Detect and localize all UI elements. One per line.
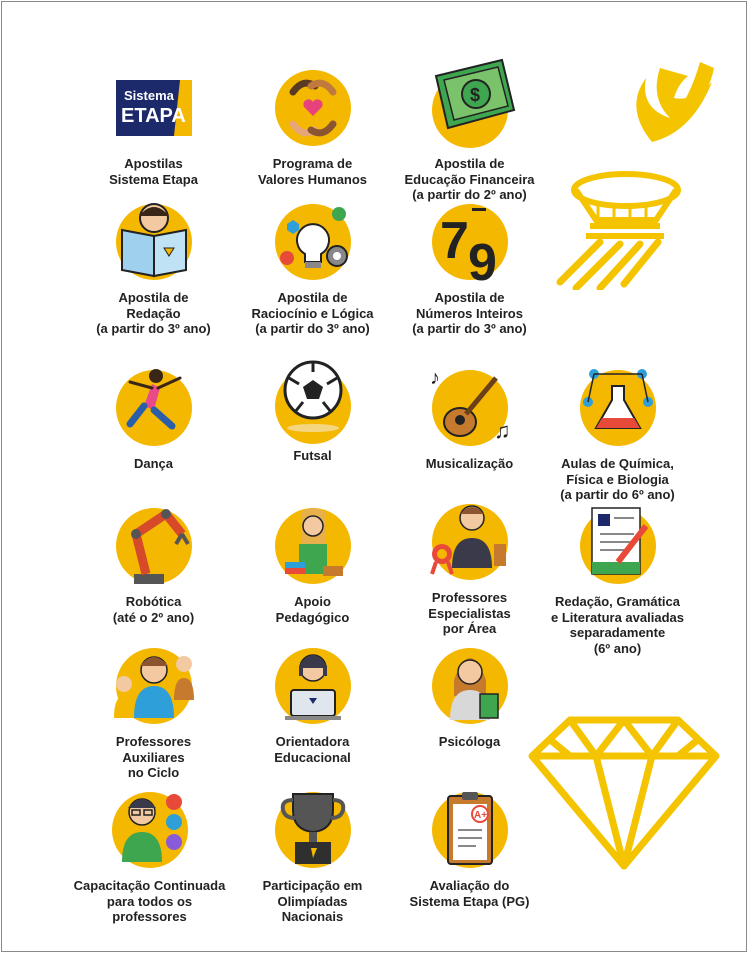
logo-line2: ETAPA bbox=[120, 105, 186, 127]
item-label: Apostila de Números Inteiros (a partir do 3º ano) bbox=[412, 290, 527, 336]
teacher-books-icon bbox=[253, 500, 373, 592]
item-label: Apoio Pedagógico bbox=[275, 594, 350, 625]
item-label: Musicalização bbox=[425, 456, 514, 471]
item-label: Participação em Olimpíadas Nacionais bbox=[262, 878, 363, 924]
item-label: Robótica (até o 2º ano) bbox=[112, 594, 195, 625]
item-label: Programa de Valores Humanos bbox=[257, 156, 368, 187]
robot-arm-icon bbox=[94, 500, 214, 592]
item-robotica bbox=[66, 500, 241, 625]
trophy-icon bbox=[253, 784, 373, 876]
item-educacao-financeira bbox=[382, 50, 557, 203]
soccer-ball-icon bbox=[253, 354, 373, 446]
item-numeros-inteiros bbox=[382, 196, 557, 337]
item-label: Apostila de Redação (a partir do 3º ano) bbox=[96, 290, 211, 336]
svg-text:♪: ♪ bbox=[429, 367, 440, 389]
item-redacao-gramatica-literatura bbox=[530, 500, 705, 656]
item-quimica-fisica-biologia bbox=[530, 362, 705, 503]
training-teacher-icon bbox=[90, 784, 210, 876]
item-label: Psicóloga bbox=[438, 734, 501, 749]
graded-test-icon bbox=[410, 784, 530, 876]
item-label: Orientadora Educacional bbox=[274, 734, 351, 765]
guitar-icon bbox=[410, 362, 530, 454]
svg-text:7: 7 bbox=[439, 212, 469, 270]
item-futsal bbox=[225, 354, 400, 464]
item-apoio-pedagogico bbox=[225, 500, 400, 625]
item-raciocinio-logica bbox=[225, 196, 400, 337]
item-capacitacao-continuada bbox=[62, 784, 237, 925]
psychologist-icon bbox=[410, 640, 530, 732]
reading-student-icon bbox=[94, 196, 214, 288]
hands-heart-icon bbox=[253, 62, 373, 154]
essay-pencil-icon bbox=[558, 500, 678, 592]
item-valores-humanos bbox=[225, 62, 400, 187]
item-label: Redação, Gramática e Literatura avaliadas separadamente (6º ano) bbox=[551, 594, 684, 656]
specialist-teacher-icon bbox=[410, 496, 530, 588]
item-professores-auxiliares bbox=[66, 640, 241, 781]
assistant-teachers-icon bbox=[94, 640, 214, 732]
money-bill-icon bbox=[410, 50, 530, 154]
dancer-icon bbox=[94, 362, 214, 454]
item-label: Aulas de Química, Física e Biologia (a partir do 6º ano) bbox=[560, 456, 675, 502]
flask-icon bbox=[558, 362, 678, 454]
item-orientadora-educacional bbox=[225, 640, 400, 765]
lightbulb-gear-icon bbox=[253, 196, 373, 288]
item-label: Dança bbox=[133, 456, 174, 471]
diamond-icon bbox=[526, 712, 722, 872]
counselor-laptop-icon bbox=[253, 640, 373, 732]
item-redacao bbox=[66, 196, 241, 337]
logo-line1: Sistema bbox=[123, 88, 174, 103]
svg-text:$: $ bbox=[469, 85, 480, 105]
svg-text:A+: A+ bbox=[473, 810, 487, 821]
sistema-etapa-logo bbox=[94, 62, 214, 154]
item-label: Avaliação do Sistema Etapa (PG) bbox=[409, 878, 530, 909]
item-label: Professores Especialistas por Área bbox=[428, 590, 511, 636]
svg-text:♫: ♫ bbox=[493, 418, 510, 443]
item-danca bbox=[66, 362, 241, 472]
item-label: Capacitação Continuada para todos os professores bbox=[73, 878, 226, 924]
item-apostilas-sistema-etapa bbox=[66, 62, 241, 187]
item-label: Apostila de Educação Financeira (a partir do 2º ano) bbox=[404, 156, 535, 202]
torch-icon bbox=[540, 58, 730, 290]
item-label: Futsal bbox=[293, 448, 332, 463]
item-label: Professores Auxiliares no Ciclo bbox=[115, 734, 192, 780]
item-label: Apostila de Raciocínio e Lógica (a partir do 3º ano) bbox=[251, 290, 374, 336]
numbers-icon bbox=[410, 196, 530, 288]
item-olimpiadas-nacionais bbox=[225, 784, 400, 925]
svg-text:9: 9 bbox=[467, 234, 497, 288]
item-label: Apostilas Sistema Etapa bbox=[109, 156, 198, 187]
